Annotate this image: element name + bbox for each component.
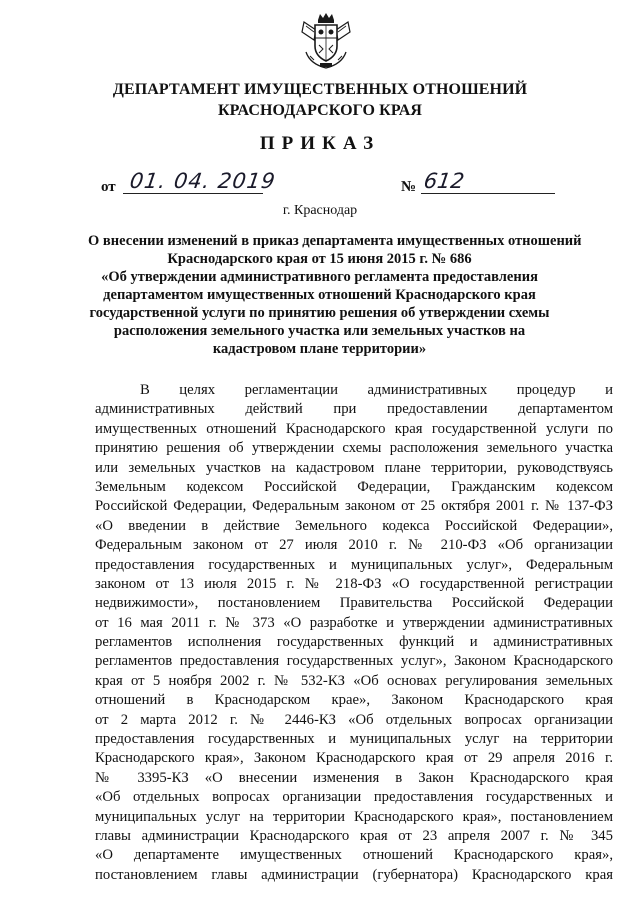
subject-line: О внесении изменений в приказ департамента имущественных отношений xyxy=(88,233,582,249)
body-line: «О введении в действие Земельного кодекса Российской Федерации», xyxy=(95,517,613,534)
body-line: имущественных отношений Краснодарского края государственной услуги по xyxy=(95,420,613,437)
body-line: или земельных участков на кадастровом плане территории, руководствуясь xyxy=(95,459,613,476)
body-line: муниципальных услуг на территории Краснодарского края», постановлением xyxy=(95,808,613,825)
body-line: Земельным кодексом Российской Федерации, Гражданским кодексом xyxy=(95,478,613,495)
body-line: Федеральным законом от 27 июля 2010 г. № 210-ФЗ «Об организации xyxy=(95,537,613,554)
order-date-number-row xyxy=(95,167,565,197)
body-line: предоставления государственных и муниципальных услуг на территории xyxy=(95,731,613,748)
body-line: от 16 мая 2011 г. № 373 «О разработке и утверждении административных xyxy=(95,614,613,631)
date-underline xyxy=(123,193,263,194)
body-line: недвижимости», постановлением Правительства Российской Федерации xyxy=(95,595,613,612)
body-line: регламентов исполнения государственных функций и административных xyxy=(95,634,613,651)
subject-line: департаментом имущественных отношений Краснодарского края xyxy=(103,287,536,303)
department-name-line1: ДЕПАРТАМЕНТ ИМУЩЕСТВЕННЫХ ОТНОШЕНИЙ xyxy=(112,81,528,98)
number-label: № xyxy=(401,179,417,195)
body-line: законом от 13 июля 2015 г. № 218-ФЗ «О государственной регистрации xyxy=(95,575,613,592)
order-number-handwritten: 612 xyxy=(422,169,466,193)
city-name: г. Краснодар xyxy=(282,203,358,218)
body-line: принятию решения об утверждении схемы расположения земельного участка xyxy=(95,440,613,457)
body-line: предоставления государственных и муниципальных услуг», Федеральным xyxy=(95,556,613,573)
body-line: от 2 марта 2012 г. № 2446-КЗ «Об отдельных вопросах организации xyxy=(95,711,613,728)
body-line: административных действий при предоставлении департаментом xyxy=(95,401,613,418)
subject-line: государственной услуги по принятию решения об утверждении схемы xyxy=(89,305,550,321)
body-line: Российской Федерации, Федеральным законом от 25 октября 2001 г. № 137-ФЗ xyxy=(95,498,613,515)
body-line: «Об отдельных вопросах организации предоставления государственных и xyxy=(95,789,613,806)
body-line: главы администрации Краснодарского края от 23 апреля 2007 г. № 345 xyxy=(95,827,613,844)
order-date-handwritten: 01. 04. 2019 xyxy=(128,169,278,193)
order-subject xyxy=(88,232,582,358)
document-type-title: ПРИКАЗ xyxy=(259,133,381,154)
subject-line: кадастровом плане территории» xyxy=(212,341,427,357)
from-label: от xyxy=(101,179,116,195)
krasnodar-coat-of-arms-icon xyxy=(300,12,352,70)
body-line: постановлением главы администрации (губернатора) Краснодарского края xyxy=(95,866,613,883)
number-underline xyxy=(421,193,555,194)
body-line: Краснодарского края», Законом Краснодарского края от 29 апреля 2016 г. xyxy=(95,750,613,767)
department-name-line2: КРАСНОДАРСКОГО КРАЯ xyxy=(217,102,423,119)
subject-line: «Об утверждении административного регламента предоставления xyxy=(101,269,538,285)
body-line: отношений в Краснодарском крае», Законом Краснодарского края xyxy=(95,692,613,709)
body-line: края от 5 ноября 2002 г. № 532-КЗ «Об основах регулирования земельных xyxy=(95,672,613,689)
subject-line: Краснодарского края от 15 июня 2015 г. № 686 xyxy=(167,251,472,267)
subject-line: расположения земельного участка или земельных участков на xyxy=(113,323,526,339)
body-line: «О департаменте имущественных отношений Краснодарского края», xyxy=(95,847,613,864)
body-line: В целях регламентации административных процедур и xyxy=(140,382,613,398)
order-body-text xyxy=(95,381,613,885)
body-line: № 3395-КЗ «О внесении изменения в Закон Краснодарского края xyxy=(95,769,613,786)
body-line: регламентов предоставления государственных услуг», Законом Краснодарского xyxy=(95,653,613,670)
